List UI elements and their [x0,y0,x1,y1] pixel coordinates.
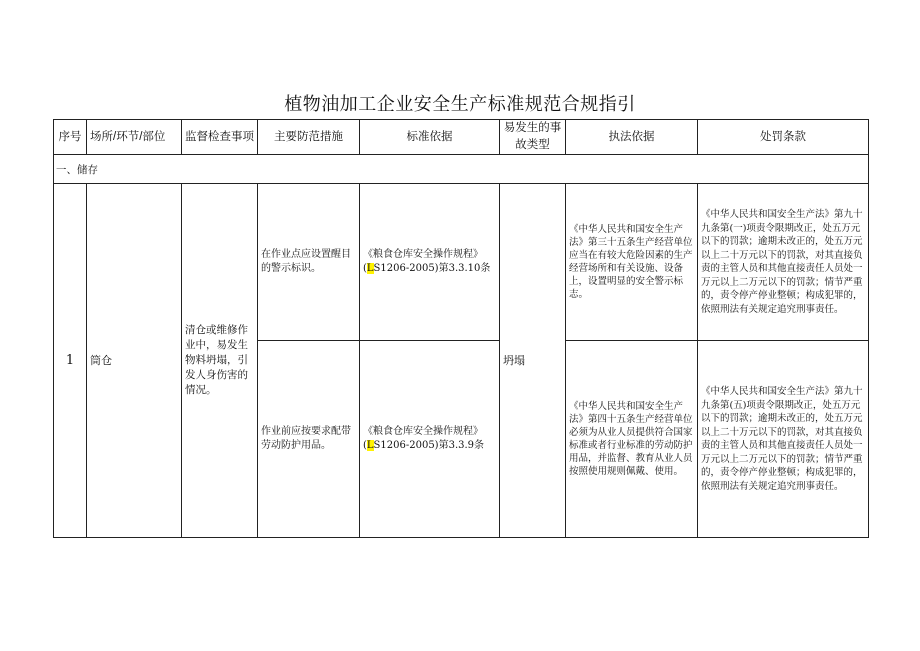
row-check-item: 清仓或维修作业中，易发生物料坍塌，引发人身伤害的情况。 [182,184,258,538]
row-penalty-1: 《中华人民共和国安全生产法》第九十九条第(一)项责令限期改正，处五万元以下的罚款；逾期未改正的，处五万元以上二十万元以下的罚款，对其直接负责的主管人员和其他直接责任人员处一万元以上二万元以下的罚款；情节严重的，责令停产停业整顿；构成犯罪的，依照刑法有关规定追究刑事责任。 [698,184,869,341]
row-law-1: 《中华人民共和国安全生产法》第三十五条生产经营单位应当在有较大危险因素的生产经营场所和有关设施、设备上，设置明显的安全警示标志。 [566,184,698,341]
row-measure-1: 在作业点应设置醒目的警示标识。 [258,184,360,341]
page-title: 植物油加工企业安全生产标准规范合规指引 [284,94,636,115]
section-label: 一、储存 [54,155,869,184]
row-penalty-2: 《中华人民共和国安全生产法》第九十九条第(五)项责令限期改正，处五万元以下的罚款；逾期未改正的，处五万元以上二十万元以下的罚款，对其直接负责的主管人员和其他直接责任人员处一万元以上二万元以下的罚款；情节严重的，责令停产停业整顿；构成犯罪的，依照刑法有关规定追究刑事责任。 [698,341,869,538]
header-row [54,120,869,155]
header-penalty: 处罚条款 [698,120,869,155]
highlight-mark: L [366,440,374,451]
row-place: 筒仓 [87,184,182,538]
row-measure-2: 作业前应按要求配带劳动防护用品。 [258,341,360,538]
section-row [54,155,869,184]
table-row [54,184,869,341]
header-accident: 易发生的事故类型 [500,120,566,155]
row-law-2: 《中华人民共和国安全生产法》第四十五条生产经营单位必须为从业人员提供符合国家标准或者行业标准的劳动防护用品，并监督、教育从业人员按照使用规则佩戴、使用。 [566,341,698,538]
row-number: 1 [54,184,87,538]
row-standard-2: 《粮食仓库安全操作规程》(LS1206-2005)第3.3.9条 [360,341,500,538]
header-place: 场所/环节/部位 [87,120,182,155]
header-measure: 主要防范措施 [258,120,360,155]
row-standard-1: 《粮食仓库安全操作规程》(LS1206-2005)第3.3.10条 [360,184,500,341]
header-standard: 标准依据 [360,120,500,155]
header-law: 执法依据 [566,120,698,155]
highlight-mark: L [366,263,374,274]
header-check: 监督检查事项 [182,120,258,155]
header-no: 序号 [54,120,87,155]
row-accident-type: 坍塌 [500,184,566,538]
compliance-table [53,119,869,538]
